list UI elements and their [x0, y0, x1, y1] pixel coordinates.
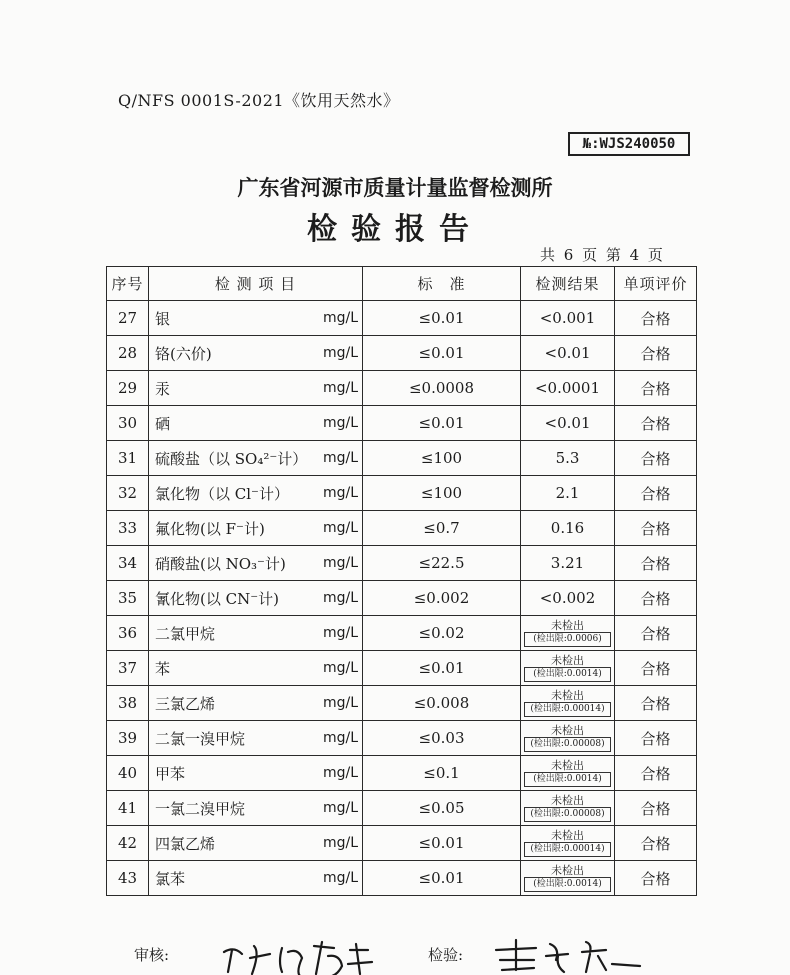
test-result	[521, 476, 615, 511]
test-result	[521, 861, 615, 896]
evaluation: 合格	[615, 371, 697, 406]
test-item-cell	[149, 826, 363, 861]
result-value: 2.1	[555, 484, 580, 502]
result-value: <0.0001	[534, 379, 601, 397]
table-row	[107, 546, 697, 581]
page-indicator: 共 6 页 第 4 页	[540, 246, 665, 264]
result-value: 0.16	[550, 519, 585, 537]
col-header-item: 检 测 项 目	[149, 267, 363, 301]
test-item-unit: mg/L	[322, 345, 358, 361]
table-row	[107, 336, 697, 371]
row-number: 34	[107, 546, 149, 581]
test-item-name: 银	[155, 309, 171, 328]
table-row	[107, 371, 697, 406]
evaluation: 合格	[615, 336, 697, 371]
test-item-unit: mg/L	[322, 380, 358, 396]
inspector-signature	[486, 934, 646, 975]
test-item-cell	[149, 756, 363, 791]
test-item-name: 氰化物(以 CN⁻计)	[155, 589, 279, 608]
evaluation: 合格	[615, 406, 697, 441]
standard-limit: ≤0.05	[363, 791, 521, 826]
evaluation: 合格	[615, 441, 697, 476]
test-item-cell	[149, 616, 363, 651]
test-item-cell	[149, 301, 363, 336]
standard-limit: ≤0.1	[363, 756, 521, 791]
test-item-cell	[149, 651, 363, 686]
row-number: 43	[107, 861, 149, 896]
test-item-cell	[149, 791, 363, 826]
test-result	[521, 616, 615, 651]
row-number: 39	[107, 721, 149, 756]
table-row	[107, 756, 697, 791]
detection-limit-note: (检出限:0.0014)	[524, 667, 611, 682]
standard-limit: ≤0.7	[363, 511, 521, 546]
evaluation: 合格	[615, 581, 697, 616]
row-number: 29	[107, 371, 149, 406]
result-not-detected: 未检出	[551, 654, 584, 667]
test-item-name: 氟化物(以 F⁻计)	[155, 519, 265, 538]
detection-limit-note: (检出限:0.0014)	[524, 877, 611, 892]
standard-limit: ≤0.01	[363, 861, 521, 896]
result-value: <0.002	[539, 589, 596, 607]
standard-limit: ≤0.03	[363, 721, 521, 756]
test-item-unit: mg/L	[322, 835, 358, 851]
test-item-name: 苯	[155, 659, 171, 678]
row-number: 33	[107, 511, 149, 546]
report-title: 检验报告	[307, 212, 483, 247]
evaluation: 合格	[615, 651, 697, 686]
test-result	[521, 546, 615, 581]
test-item-name: 一氯二溴甲烷	[155, 799, 246, 818]
test-item-name: 氯化物（以 Cl⁻计）	[155, 484, 289, 503]
detection-limit-note: (检出限:0.00014)	[524, 702, 611, 717]
test-item-unit: mg/L	[322, 870, 358, 886]
standard-limit: ≤22.5	[363, 546, 521, 581]
test-item-name: 四氯乙烯	[155, 834, 216, 853]
table-row	[107, 826, 697, 861]
evaluation: 合格	[615, 301, 697, 336]
row-number: 37	[107, 651, 149, 686]
evaluation: 合格	[615, 861, 697, 896]
table-row	[107, 441, 697, 476]
result-not-detected: 未检出	[551, 759, 584, 772]
evaluation: 合格	[615, 686, 697, 721]
table-row	[107, 476, 697, 511]
standard-limit: ≤0.008	[363, 686, 521, 721]
reviewer-signature	[210, 932, 390, 975]
table-row	[107, 581, 697, 616]
test-item-unit: mg/L	[322, 485, 358, 501]
standard-limit: ≤0.0008	[363, 371, 521, 406]
evaluation: 合格	[615, 756, 697, 791]
test-item-unit: mg/L	[322, 660, 358, 676]
result-not-detected: 未检出	[551, 794, 584, 807]
table-row	[107, 861, 697, 896]
test-item-unit: mg/L	[322, 310, 358, 326]
report-number: №:WJS240050	[568, 132, 690, 156]
test-result	[521, 301, 615, 336]
evaluation: 合格	[615, 721, 697, 756]
test-item-name: 铬(六价)	[155, 344, 212, 363]
test-item-cell	[149, 406, 363, 441]
detection-limit-note: (检出限:0.0006)	[524, 632, 611, 647]
test-item-cell	[149, 511, 363, 546]
table-row	[107, 651, 697, 686]
test-item-cell	[149, 721, 363, 756]
test-result	[521, 686, 615, 721]
test-item-unit: mg/L	[322, 765, 358, 781]
table-row	[107, 301, 697, 336]
result-not-detected: 未检出	[551, 829, 584, 842]
result-value: <0.001	[539, 309, 596, 327]
row-number: 42	[107, 826, 149, 861]
standard-limit: ≤0.002	[363, 581, 521, 616]
row-number: 31	[107, 441, 149, 476]
test-item-unit: mg/L	[322, 625, 358, 641]
evaluation: 合格	[615, 616, 697, 651]
test-result	[521, 371, 615, 406]
result-value: 3.21	[550, 554, 585, 572]
test-item-name: 氯苯	[155, 869, 186, 888]
row-number: 40	[107, 756, 149, 791]
inspector-label: 检验:	[428, 946, 464, 964]
organization-name: 广东省河源市质量计量监督检测所	[237, 175, 553, 200]
result-value: <0.01	[544, 414, 591, 432]
test-item-unit: mg/L	[322, 590, 358, 606]
col-header-result: 检测结果	[521, 267, 615, 301]
test-item-unit: mg/L	[322, 730, 358, 746]
result-not-detected: 未检出	[551, 864, 584, 877]
evaluation: 合格	[615, 511, 697, 546]
result-value: <0.01	[544, 344, 591, 362]
test-item-cell	[149, 336, 363, 371]
standard-limit: ≤0.01	[363, 336, 521, 371]
test-result	[521, 651, 615, 686]
test-result	[521, 441, 615, 476]
evaluation: 合格	[615, 476, 697, 511]
test-item-unit: mg/L	[322, 555, 358, 571]
row-number: 36	[107, 616, 149, 651]
standard-limit: ≤0.01	[363, 826, 521, 861]
detection-limit-note: (检出限:0.00008)	[524, 737, 611, 752]
table-row	[107, 686, 697, 721]
test-item-cell	[149, 441, 363, 476]
test-result	[521, 511, 615, 546]
test-item-name: 二氯甲烷	[155, 624, 216, 643]
test-item-unit: mg/L	[322, 800, 358, 816]
evaluation: 合格	[615, 826, 697, 861]
row-number: 35	[107, 581, 149, 616]
table-row	[107, 511, 697, 546]
evaluation: 合格	[615, 791, 697, 826]
test-item-cell	[149, 861, 363, 896]
table-row	[107, 406, 697, 441]
test-item-cell	[149, 581, 363, 616]
col-header-standard: 标 准	[363, 267, 521, 301]
standard-limit: ≤0.01	[363, 406, 521, 441]
test-item-name: 甲苯	[155, 764, 186, 783]
test-result	[521, 721, 615, 756]
evaluation: 合格	[615, 546, 697, 581]
test-result	[521, 336, 615, 371]
test-item-name: 硒	[155, 414, 171, 433]
result-not-detected: 未检出	[551, 689, 584, 702]
test-result	[521, 826, 615, 861]
standard-limit: ≤100	[363, 441, 521, 476]
table-row	[107, 616, 697, 651]
reviewer-label: 审核:	[134, 946, 170, 964]
standard-limit: ≤0.02	[363, 616, 521, 651]
result-not-detected: 未检出	[551, 619, 584, 632]
test-item-cell	[149, 686, 363, 721]
row-number: 27	[107, 301, 149, 336]
row-number: 32	[107, 476, 149, 511]
standard-limit: ≤100	[363, 476, 521, 511]
standard-limit: ≤0.01	[363, 301, 521, 336]
test-item-unit: mg/L	[322, 520, 358, 536]
results-table	[106, 266, 697, 896]
test-item-cell	[149, 371, 363, 406]
table-header-row	[107, 267, 697, 301]
test-item-unit: mg/L	[322, 695, 358, 711]
result-not-detected: 未检出	[551, 724, 584, 737]
test-result	[521, 791, 615, 826]
test-item-unit: mg/L	[322, 450, 358, 466]
test-item-cell	[149, 476, 363, 511]
detection-limit-note: (检出限:0.0014)	[524, 772, 611, 787]
test-result	[521, 756, 615, 791]
test-result	[521, 581, 615, 616]
test-item-name: 硝酸盐(以 NO₃⁻计)	[155, 554, 286, 573]
row-number: 38	[107, 686, 149, 721]
table-row	[107, 721, 697, 756]
standard-reference: Q/NFS 0001S-2021《饮用天然水》	[118, 91, 400, 110]
test-item-name: 二氯一溴甲烷	[155, 729, 246, 748]
test-item-name: 汞	[155, 379, 171, 398]
test-result	[521, 406, 615, 441]
col-header-no: 序号	[107, 267, 149, 301]
standard-limit: ≤0.01	[363, 651, 521, 686]
detection-limit-note: (检出限:0.00014)	[524, 842, 611, 857]
result-value: 5.3	[555, 449, 580, 467]
row-number: 41	[107, 791, 149, 826]
test-item-unit: mg/L	[322, 415, 358, 431]
table-row	[107, 791, 697, 826]
row-number: 28	[107, 336, 149, 371]
row-number: 30	[107, 406, 149, 441]
col-header-evaluation: 单项评价	[615, 267, 697, 301]
test-item-name: 硫酸盐（以 SO₄²⁻计）	[155, 449, 308, 468]
detection-limit-note: (检出限:0.00008)	[524, 807, 611, 822]
test-item-name: 三氯乙烯	[155, 694, 216, 713]
test-item-cell	[149, 546, 363, 581]
